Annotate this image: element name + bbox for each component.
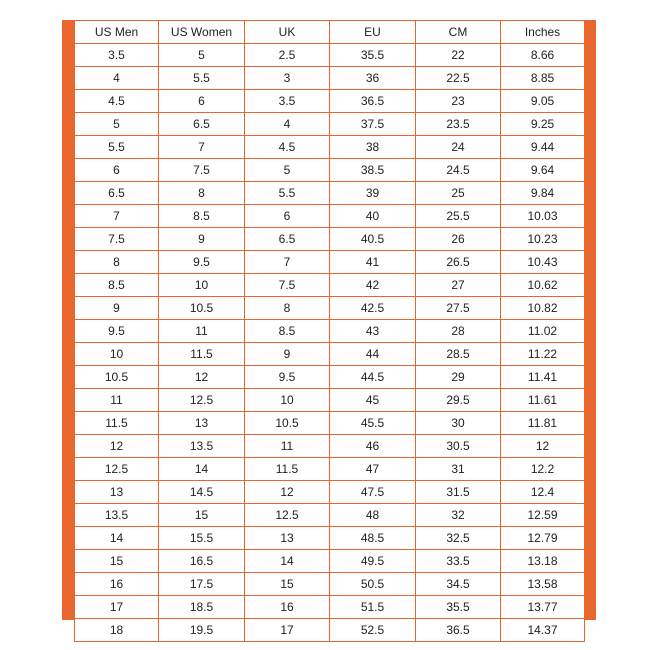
cell-eu: 39 [330, 182, 416, 205]
cell-uk: 6 [245, 205, 330, 228]
cell-cm: 24.5 [416, 159, 501, 182]
cell-cm: 22 [416, 44, 501, 67]
table-row [75, 596, 585, 619]
cell-uk: 15 [245, 573, 330, 596]
cell-cm: 28 [416, 320, 501, 343]
cell-uk: 14 [245, 550, 330, 573]
cell-us-women: 10.5 [159, 297, 245, 320]
cell-cm: 26 [416, 228, 501, 251]
cell-us-men: 7 [75, 205, 159, 228]
cell-us-men: 6.5 [75, 182, 159, 205]
cell-uk: 3 [245, 67, 330, 90]
cell-us-men: 18 [75, 619, 159, 642]
cell-inches: 8.66 [501, 44, 585, 67]
cell-uk: 3.5 [245, 90, 330, 113]
cell-us-men: 8.5 [75, 274, 159, 297]
cell-us-women: 7 [159, 136, 245, 159]
cell-uk: 5 [245, 159, 330, 182]
cell-cm: 22.5 [416, 67, 501, 90]
table-row [75, 205, 585, 228]
cell-uk: 10.5 [245, 412, 330, 435]
cell-us-men: 9.5 [75, 320, 159, 343]
cell-inches: 10.62 [501, 274, 585, 297]
cell-us-women: 6 [159, 90, 245, 113]
table-row [75, 389, 585, 412]
table-row [75, 67, 585, 90]
cell-us-women: 12 [159, 366, 245, 389]
column-header-us-men: US Men [75, 21, 159, 44]
cell-us-men: 5 [75, 113, 159, 136]
cell-cm: 29 [416, 366, 501, 389]
table-row [75, 458, 585, 481]
table-row [75, 435, 585, 458]
cell-us-men: 10 [75, 343, 159, 366]
cell-us-men: 7.5 [75, 228, 159, 251]
cell-eu: 42.5 [330, 297, 416, 320]
cell-us-men: 6 [75, 159, 159, 182]
cell-us-women: 14 [159, 458, 245, 481]
cell-eu: 44 [330, 343, 416, 366]
cell-eu: 37.5 [330, 113, 416, 136]
cell-uk: 16 [245, 596, 330, 619]
cell-cm: 28.5 [416, 343, 501, 366]
cell-cm: 33.5 [416, 550, 501, 573]
cell-eu: 38 [330, 136, 416, 159]
cell-uk: 8.5 [245, 320, 330, 343]
cell-us-men: 17 [75, 596, 159, 619]
cell-uk: 8 [245, 297, 330, 320]
cell-inches: 11.61 [501, 389, 585, 412]
cell-eu: 46 [330, 435, 416, 458]
cell-inches: 11.02 [501, 320, 585, 343]
cell-us-men: 13 [75, 481, 159, 504]
table-row [75, 182, 585, 205]
cell-inches: 9.25 [501, 113, 585, 136]
cell-eu: 47.5 [330, 481, 416, 504]
cell-uk: 10 [245, 389, 330, 412]
cell-cm: 23 [416, 90, 501, 113]
cell-cm: 27 [416, 274, 501, 297]
cell-us-women: 12.5 [159, 389, 245, 412]
cell-us-women: 18.5 [159, 596, 245, 619]
cell-us-men: 16 [75, 573, 159, 596]
cell-inches: 10.23 [501, 228, 585, 251]
cell-eu: 41 [330, 251, 416, 274]
table-row [75, 412, 585, 435]
cell-eu: 40 [330, 205, 416, 228]
cell-inches: 11.22 [501, 343, 585, 366]
cell-cm: 31 [416, 458, 501, 481]
cell-us-women: 17.5 [159, 573, 245, 596]
cell-cm: 25.5 [416, 205, 501, 228]
cell-cm: 24 [416, 136, 501, 159]
cell-eu: 42 [330, 274, 416, 297]
cell-us-men: 3.5 [75, 44, 159, 67]
table-row [75, 504, 585, 527]
cell-eu: 45.5 [330, 412, 416, 435]
cell-us-women: 11.5 [159, 343, 245, 366]
size-chart-frame [62, 20, 596, 637]
cell-uk: 6.5 [245, 228, 330, 251]
cell-cm: 29.5 [416, 389, 501, 412]
cell-uk: 4 [245, 113, 330, 136]
cell-us-men: 5.5 [75, 136, 159, 159]
cell-uk: 7.5 [245, 274, 330, 297]
table-row [75, 274, 585, 297]
cell-us-men: 10.5 [75, 366, 159, 389]
cell-inches: 11.81 [501, 412, 585, 435]
cell-inches: 9.05 [501, 90, 585, 113]
table-row [75, 228, 585, 251]
cell-eu: 35.5 [330, 44, 416, 67]
table-row [75, 251, 585, 274]
cell-inches: 12.2 [501, 458, 585, 481]
column-header-inches: Inches [501, 21, 585, 44]
cell-cm: 30.5 [416, 435, 501, 458]
cell-inches: 10.82 [501, 297, 585, 320]
cell-us-men: 15 [75, 550, 159, 573]
table-row [75, 573, 585, 596]
cell-inches: 8.85 [501, 67, 585, 90]
cell-eu: 43 [330, 320, 416, 343]
cell-us-women: 8 [159, 182, 245, 205]
cell-inches: 13.18 [501, 550, 585, 573]
column-header-eu: EU [330, 21, 416, 44]
cell-cm: 25 [416, 182, 501, 205]
table-row [75, 113, 585, 136]
cell-cm: 30 [416, 412, 501, 435]
column-header-cm: CM [416, 21, 501, 44]
cell-cm: 35.5 [416, 596, 501, 619]
cell-inches: 13.77 [501, 596, 585, 619]
cell-inches: 11.41 [501, 366, 585, 389]
table-row [75, 343, 585, 366]
cell-inches: 9.84 [501, 182, 585, 205]
cell-inches: 12.59 [501, 504, 585, 527]
cell-inches: 10.43 [501, 251, 585, 274]
cell-inches: 10.03 [501, 205, 585, 228]
cell-us-men: 11.5 [75, 412, 159, 435]
cell-eu: 45 [330, 389, 416, 412]
cell-us-women: 14.5 [159, 481, 245, 504]
cell-cm: 23.5 [416, 113, 501, 136]
cell-eu: 44.5 [330, 366, 416, 389]
cell-us-women: 10 [159, 274, 245, 297]
cell-cm: 26.5 [416, 251, 501, 274]
cell-inches: 13.58 [501, 573, 585, 596]
cell-us-women: 9.5 [159, 251, 245, 274]
cell-eu: 38.5 [330, 159, 416, 182]
cell-cm: 32 [416, 504, 501, 527]
cell-inches: 12.79 [501, 527, 585, 550]
cell-inches: 12 [501, 435, 585, 458]
cell-inches: 14.37 [501, 619, 585, 642]
size-rows [75, 44, 585, 642]
cell-us-women: 13.5 [159, 435, 245, 458]
cell-us-men: 9 [75, 297, 159, 320]
cell-uk: 7 [245, 251, 330, 274]
cell-us-women: 5 [159, 44, 245, 67]
cell-cm: 34.5 [416, 573, 501, 596]
cell-eu: 36 [330, 67, 416, 90]
cell-us-men: 12.5 [75, 458, 159, 481]
table-row [75, 550, 585, 573]
cell-us-men: 4.5 [75, 90, 159, 113]
cell-us-men: 4 [75, 67, 159, 90]
cell-us-women: 6.5 [159, 113, 245, 136]
table-row [75, 481, 585, 504]
column-header-uk: UK [245, 21, 330, 44]
cell-cm: 31.5 [416, 481, 501, 504]
cell-uk: 12.5 [245, 504, 330, 527]
cell-cm: 27.5 [416, 297, 501, 320]
cell-eu: 50.5 [330, 573, 416, 596]
cell-us-women: 7.5 [159, 159, 245, 182]
cell-uk: 9 [245, 343, 330, 366]
cell-us-women: 19.5 [159, 619, 245, 642]
cell-inches: 12.4 [501, 481, 585, 504]
cell-us-men: 14 [75, 527, 159, 550]
column-header-us-women: US Women [159, 21, 245, 44]
table-row [75, 136, 585, 159]
cell-eu: 48 [330, 504, 416, 527]
cell-us-men: 8 [75, 251, 159, 274]
table-row [75, 159, 585, 182]
cell-uk: 11 [245, 435, 330, 458]
cell-inches: 9.64 [501, 159, 585, 182]
cell-uk: 12 [245, 481, 330, 504]
cell-eu: 49.5 [330, 550, 416, 573]
table-row [75, 527, 585, 550]
size-chart-table [74, 20, 585, 642]
cell-uk: 4.5 [245, 136, 330, 159]
cell-uk: 11.5 [245, 458, 330, 481]
cell-uk: 17 [245, 619, 330, 642]
cell-eu: 36.5 [330, 90, 416, 113]
cell-us-men: 11 [75, 389, 159, 412]
table-row [75, 320, 585, 343]
cell-us-women: 9 [159, 228, 245, 251]
cell-us-women: 16.5 [159, 550, 245, 573]
cell-uk: 5.5 [245, 182, 330, 205]
cell-us-women: 15.5 [159, 527, 245, 550]
cell-inches: 9.44 [501, 136, 585, 159]
cell-us-women: 8.5 [159, 205, 245, 228]
cell-us-women: 5.5 [159, 67, 245, 90]
cell-eu: 48.5 [330, 527, 416, 550]
cell-uk: 13 [245, 527, 330, 550]
cell-eu: 52.5 [330, 619, 416, 642]
cell-cm: 32.5 [416, 527, 501, 550]
cell-eu: 51.5 [330, 596, 416, 619]
cell-us-men: 13.5 [75, 504, 159, 527]
cell-us-men: 12 [75, 435, 159, 458]
cell-uk: 2.5 [245, 44, 330, 67]
table-row [75, 366, 585, 389]
cell-eu: 47 [330, 458, 416, 481]
cell-eu: 40.5 [330, 228, 416, 251]
table-row [75, 297, 585, 320]
header-row [75, 21, 585, 44]
table-row [75, 619, 585, 642]
cell-us-women: 11 [159, 320, 245, 343]
cell-us-women: 13 [159, 412, 245, 435]
cell-us-women: 15 [159, 504, 245, 527]
table-row [75, 44, 585, 67]
table-row [75, 90, 585, 113]
cell-uk: 9.5 [245, 366, 330, 389]
cell-cm: 36.5 [416, 619, 501, 642]
